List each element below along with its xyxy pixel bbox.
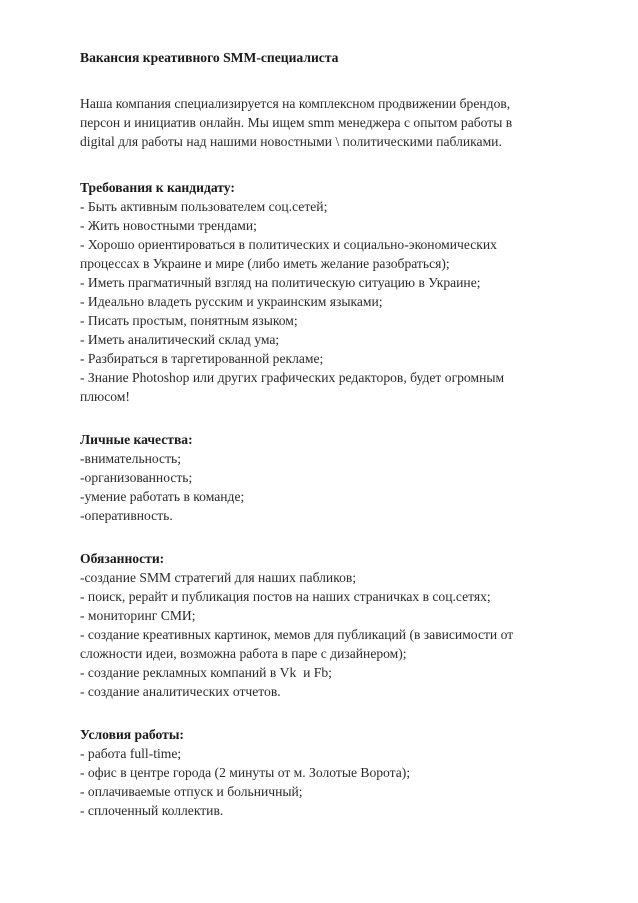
list-item: - Жить новостными трендами; (80, 218, 257, 233)
list-item: - Знание Photoshop или других графических редакторов, будет огромным (80, 370, 505, 385)
responsibilities-list (80, 568, 580, 701)
section-heading: Обязанности: (80, 551, 165, 566)
list-item: - Хорошо ориентироваться в политических и социально-экономических (80, 237, 497, 252)
list-item: - Писать простым, понятным языком; (80, 313, 298, 328)
list-item: -создание SMM стратегий для наших пабликов; (80, 570, 357, 585)
list-item: - создание креативных картинок, мемов для публикаций (в зависимости от (80, 627, 514, 642)
list-item: -оперативность. (80, 508, 173, 523)
section-responsibilities (80, 549, 580, 701)
list-item: - Иметь прагматичный взгляд на политическую ситуацию в Украине; (80, 275, 481, 290)
list-item: - сплоченный коллектив. (80, 803, 224, 818)
list-item: - офис в центре города (2 минуты от м. Золотые Ворота); (80, 765, 411, 780)
list-item: - Идеально владеть русским и украинским языками; (80, 294, 383, 309)
section-requirements (80, 178, 580, 406)
list-item: -умение работать в команде; (80, 489, 245, 504)
list-item: - Иметь аналитический склад ума; (80, 332, 280, 347)
list-item: - создание аналитических отчетов. (80, 684, 281, 699)
list-item: -организованность; (80, 470, 193, 485)
list-item: - мониторинг СМИ; (80, 608, 196, 623)
list-item: - Разбираться в таргетированной рекламе; (80, 351, 324, 366)
list-item: плюсом! (80, 389, 130, 404)
intro-line: персон и инициатив онлайн. Мы ищем smm менеджера с опытом работы в (80, 115, 513, 130)
document-title: Вакансия креативного SMM-специалиста (80, 50, 339, 65)
list-item: - оплачиваемые отпуск и больничный; (80, 784, 303, 799)
section-heading: Личные качества: (80, 432, 193, 447)
list-item: - создание рекламных компаний в Vk и Fb; (80, 665, 332, 680)
intro-paragraph (80, 94, 580, 151)
section-personal-qualities (80, 430, 580, 525)
intro-line: Наша компания специализируется на комплексном продвижении брендов, (80, 96, 511, 111)
conditions-list (80, 744, 580, 820)
section-heading: Требования к кандидату: (80, 180, 235, 195)
list-item: сложности идеи, возможна работа в паре с дизайнером); (80, 646, 407, 661)
list-item: - Быть активным пользователем соц.сетей; (80, 199, 328, 214)
document-page (80, 48, 580, 820)
section-conditions (80, 725, 580, 820)
list-item: -внимательность; (80, 451, 182, 466)
qualities-list (80, 449, 580, 525)
list-item: - работа full-time; (80, 746, 182, 761)
list-item: процессах в Украине и мире (либо иметь желание разобраться); (80, 256, 450, 271)
intro-line: digital для работы над нашими новостными \ политическими пабликами. (80, 134, 502, 149)
list-item: - поиск, рерайт и публикация постов на наших страничках в соц.сетях; (80, 589, 491, 604)
requirements-list (80, 197, 580, 406)
section-heading: Условия работы: (80, 727, 184, 742)
